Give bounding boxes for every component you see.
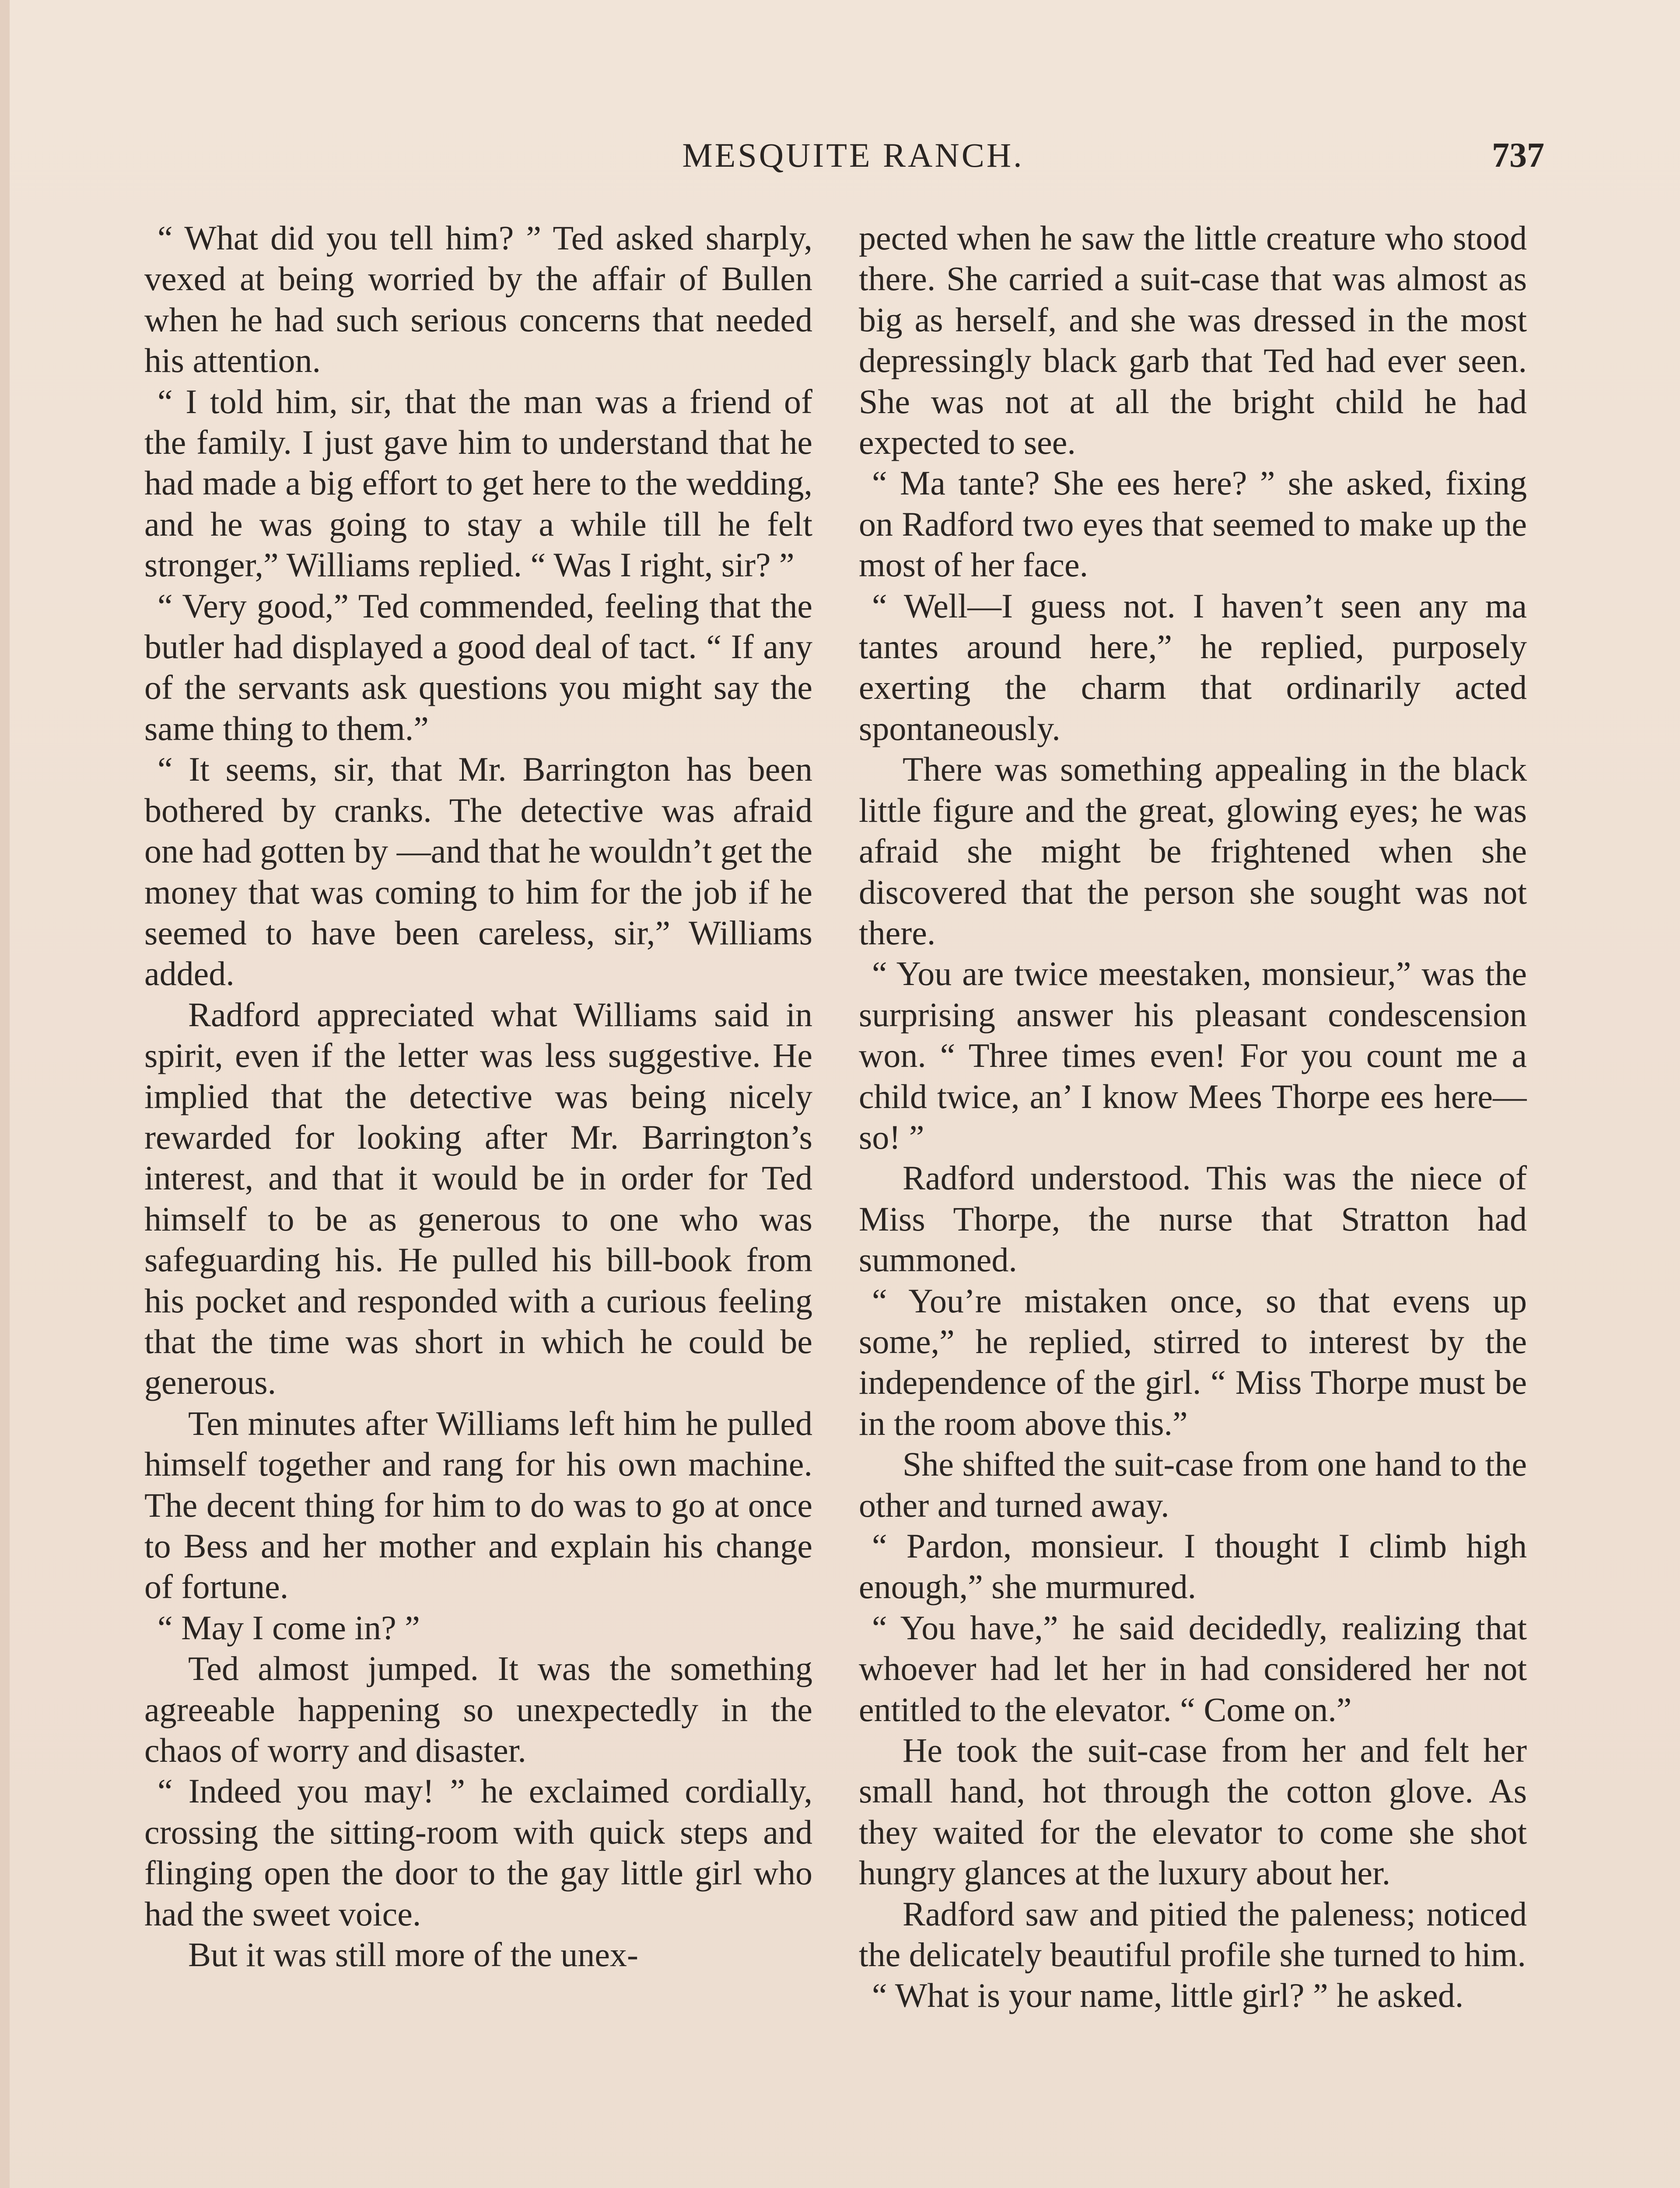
paragraph: Radford appreciated what Williams said in spirit, even if the letter was less suggestive. He implied that the detective was being nicely rewarded for looking after Mr. Barrington’s interest, and that it would be in order for Ted himself to be as generous to one who was safeguarding his. He pulled his bill-book from his pocket and responded with a curious feeling that the time was short in which he could be generous. bbox=[144, 995, 812, 1402]
page-edge bbox=[0, 0, 10, 2188]
paragraph: “ You’re mistaken once, so that evens up some,” he replied, stirred to interest by the independence of the girl. “ Miss Thorpe must be in the room above this.” bbox=[859, 1281, 1527, 1442]
paragraph: “ May I come in? ” bbox=[158, 1608, 420, 1647]
paragraph: But it was still more of the unex- bbox=[188, 1936, 639, 1974]
paragraph: “ You are twice meestaken, monsieur,” was the surprising answer his pleasant condescension won. “ Three times even! For you count me a child twice, an’ I know Mees Thorpe ees here—so! ” bbox=[859, 954, 1527, 1156]
paragraph: “ Well—I guess not. I haven’t seen any ma tantes around here,” he replied, purposely exerting the charm that ordinarily acted spontaneously. bbox=[859, 586, 1527, 747]
right-column bbox=[859, 217, 1527, 2188]
paragraph: Radford saw and pitied the paleness; noticed the delicately beautiful profile she turned to him. bbox=[859, 1894, 1527, 1974]
paragraph: “ Indeed you may! ” he exclaimed cordially, crossing the sitting-room with quick steps and flinging open the door to the gay little girl who had the sweet voice. bbox=[144, 1772, 812, 1933]
paragraph: “ It seems, sir, that Mr. Barrington has been bothered by cranks. The detective was afraid one had gotten by —and that he wouldn’t get the money that was coming to him for the job if he seemed to have been careless, sir,” Williams added. bbox=[144, 750, 812, 993]
paragraph: Ted almost jumped. It was the something agreeable happening so unexpectedly in the chaos of worry and disaster. bbox=[144, 1649, 812, 1770]
paragraph: “ Ma tante? She ees here? ” she asked, fixing on Radford two eyes that seemed to make up the most of her face. bbox=[859, 464, 1527, 584]
paragraph: “ Very good,” Ted commended, feeling that the butler had displayed a good deal of tact. “ If any of the servants ask questions you might say the same thing to them.” bbox=[144, 586, 812, 747]
paragraph: He took the suit-case from her and felt her small hand, hot through the cotton glove. As they waited for the elevator to come she shot hungry glances at the luxury about her. bbox=[859, 1731, 1527, 1892]
paragraph: “ What is your name, little girl? ” he asked. bbox=[872, 1976, 1464, 2015]
page-number: 737 bbox=[1492, 136, 1544, 175]
paragraph: “ I told him, sir, that the man was a friend of the family. I just gave him to understand that he had made a big effort to get here to the wedding, and he was going to stay a while till he felt stronger,” Williams replied. “ Was I right, sir? ” bbox=[144, 382, 812, 584]
paragraph: “ What did you tell him? ” Ted asked sharply, vexed at being worried by the affair of Bullen when he had such serious concerns that needed his attention. bbox=[144, 219, 812, 380]
paragraph: Ten minutes after Williams left him he pulled himself together and rang for his own machine. The decent thing for him to do was to go at once to Bess and her mother and explain his change of fortune. bbox=[144, 1404, 812, 1606]
paragraph: She shifted the suit-case from one hand to the other and turned away. bbox=[859, 1445, 1527, 1524]
paragraph: There was something appealing in the black little figure and the great, glowing eyes; he was afraid she might be frightened when she discovered that the person she sought was not there. bbox=[859, 750, 1527, 952]
paragraph: “ You have,” he said decidedly, realizing that whoever had let her in had considered her not entitled to the elevator. “ Come on.” bbox=[859, 1608, 1527, 1729]
paragraph: pected when he saw the little creature who stood there. She carried a suit-case that was almost as big as herself, and she was dressed in the most depressingly black garb that Ted had ever seen. She was not at all the bright child he had expected to see. bbox=[859, 219, 1527, 462]
paragraph: “ Pardon, monsieur. I thought I climb high enough,” she murmured. bbox=[859, 1527, 1527, 1606]
paragraph: Radford understood. This was the niece of Miss Thorpe, the nurse that Stratton had summoned. bbox=[859, 1159, 1527, 1279]
left-column bbox=[144, 217, 812, 2188]
running-head: MESQUITE RANCH. bbox=[682, 136, 1024, 174]
